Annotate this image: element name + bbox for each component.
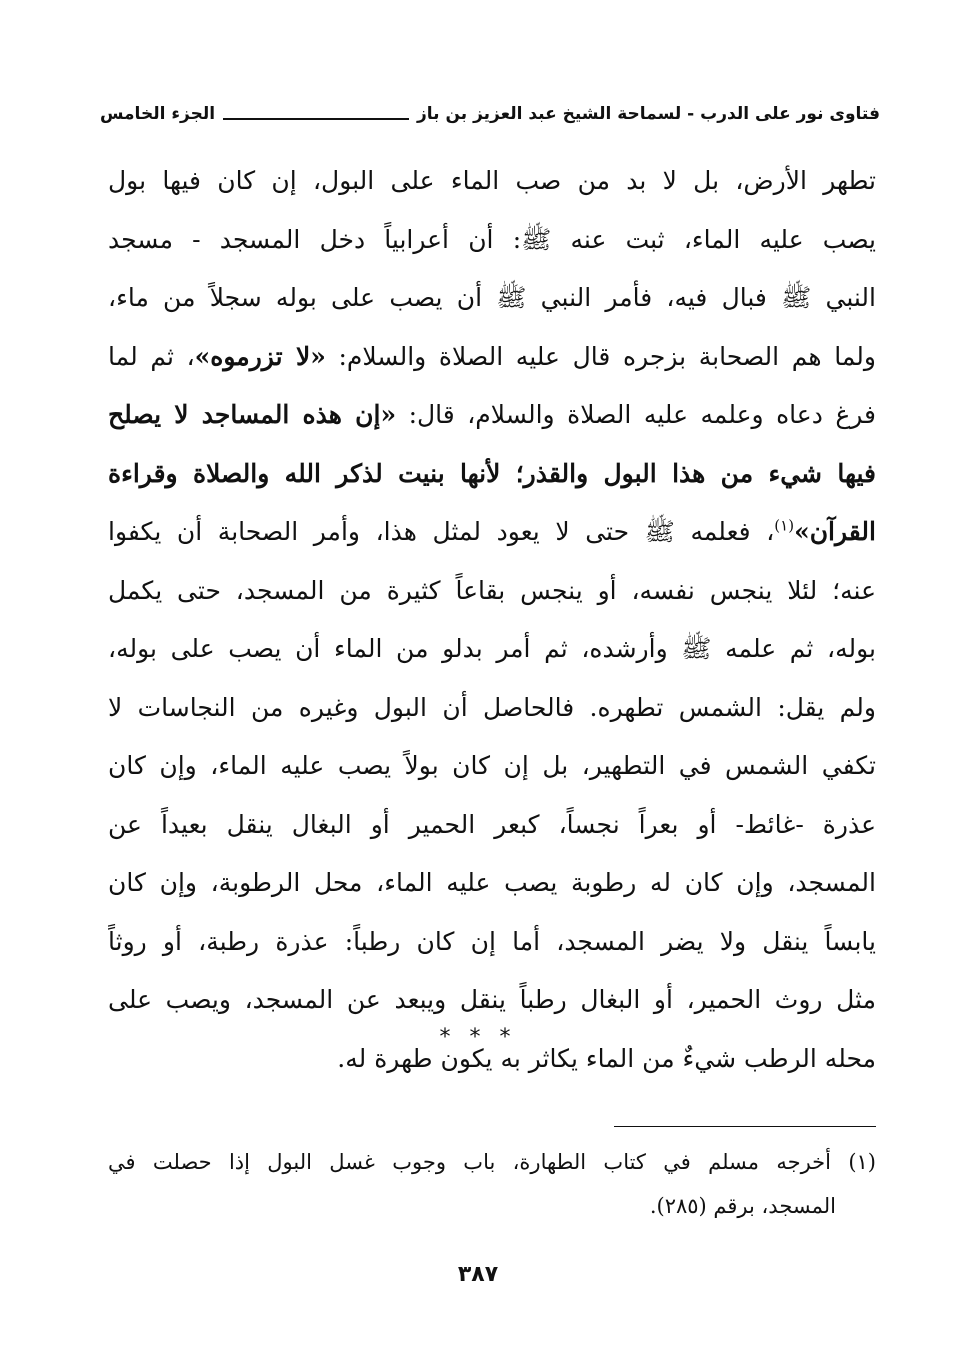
text-line	[108, 796, 876, 855]
text-segment: تكفي الشمس في التطهير، بل إن كان بولاً يصب عليه الماء، وإن كان	[108, 751, 876, 780]
body-text	[108, 152, 876, 1088]
text-line	[108, 562, 876, 621]
text-line	[108, 913, 876, 972]
footnote-line: المسجد، برقم (٢٨٥).	[649, 1194, 836, 1218]
text-segment: النبي ﷺ فبال فيه، فأمر النبي ﷺ أن يصب على بوله سجلاً من ماء،	[108, 283, 876, 312]
text-line	[108, 971, 876, 1030]
section-separator: * * *	[439, 1025, 517, 1050]
header-rule	[223, 118, 409, 120]
text-segment: «إن هذه المساجد لا يصلح	[108, 400, 397, 429]
text-line	[108, 737, 876, 796]
text-line	[108, 328, 876, 387]
text-segment: يابساً ينقل ولا يضر المسجد، أما إن كان رطباً: عذرة رطبة، أو روثاً	[108, 926, 876, 956]
text-line	[108, 386, 876, 445]
text-line	[108, 445, 876, 504]
text-segment: ولم يقل: الشمس تطهره. فالحاصل أن البول وغيره من النجاسات لا	[108, 692, 876, 722]
text-line	[108, 211, 876, 270]
running-header	[100, 96, 880, 132]
text-segment: مثل روث الحمير، أو البغال رطباً ينقل ويبعد عن المسجد، ويصب على	[108, 985, 876, 1014]
text-line	[108, 503, 876, 562]
text-line	[108, 620, 876, 679]
text-segment: محله الرطب شيءٌ من الماء يكاثر به يكون طهرة له.	[337, 1043, 876, 1073]
text-line	[108, 679, 876, 738]
text-line	[108, 152, 876, 211]
text-segment: عنه؛ لئلا ينجس نفسه، أو ينجس بقاعاً كثيرة من المسجد، حتى يكمل	[108, 575, 876, 605]
text-segment: ولما هم الصحابة بزجره قال عليه الصلاة والسلام:	[325, 341, 876, 371]
footnote-rule	[614, 1126, 876, 1127]
text-segment: فيها شيء من هذا البول والقذر؛ لأنها بنيت لذكر الله والصلاة وقراءة	[108, 458, 876, 488]
text-line	[108, 854, 876, 913]
text-segment: بوله، ثم علمه ﷺ وأرشده، ثم أمر بدلو من الماء أن يصب على بوله،	[108, 634, 876, 663]
text-segment: عذرة -غائط- أو بعراً نجساً، كبعر الحمير أو البغال ينقل بعيداً عن	[108, 809, 876, 839]
book-title: فتاوى نور على الدرب - لسماحة الشيخ عبد العزيز بن باز	[417, 104, 880, 124]
footnotes	[108, 1140, 876, 1228]
text-line	[108, 269, 876, 328]
text-segment: «لا تزرموه»	[194, 341, 326, 371]
text-segment: ، فعلمه ﷺ حتى لا يعود لمثل هذا، وأمر الصحابة أن يكفوا	[108, 517, 775, 546]
text-segment: المسجد، وإن كان له رطوبة يصب عليه الماء، محل الرطوبة، وإن كان	[108, 868, 876, 897]
page-number: ٣٨٧	[457, 1262, 499, 1287]
text-segment: ، ثم لما	[108, 341, 195, 371]
footnote-ref: (١)	[774, 516, 795, 535]
text-segment: تطهر الأرض، بل لا بد من صب الماء على البول، إن كان فيها بول	[108, 166, 876, 195]
text-segment: يصب عليه الماء، ثبت عنه ﷺ: أن أعرابياً دخل المسجد - مسجد	[108, 224, 876, 254]
text-segment: فرغ دعاه وعلمه عليه الصلاة والسلام، قال:	[396, 400, 876, 429]
text-segment: القرآن»	[794, 517, 876, 546]
volume-label: الجزء الخامس	[100, 104, 216, 124]
footnote-line: (١) أخرجه مسلم في كتاب الطهارة، باب وجوب غسل البول إذا حصلت في	[108, 1150, 876, 1174]
